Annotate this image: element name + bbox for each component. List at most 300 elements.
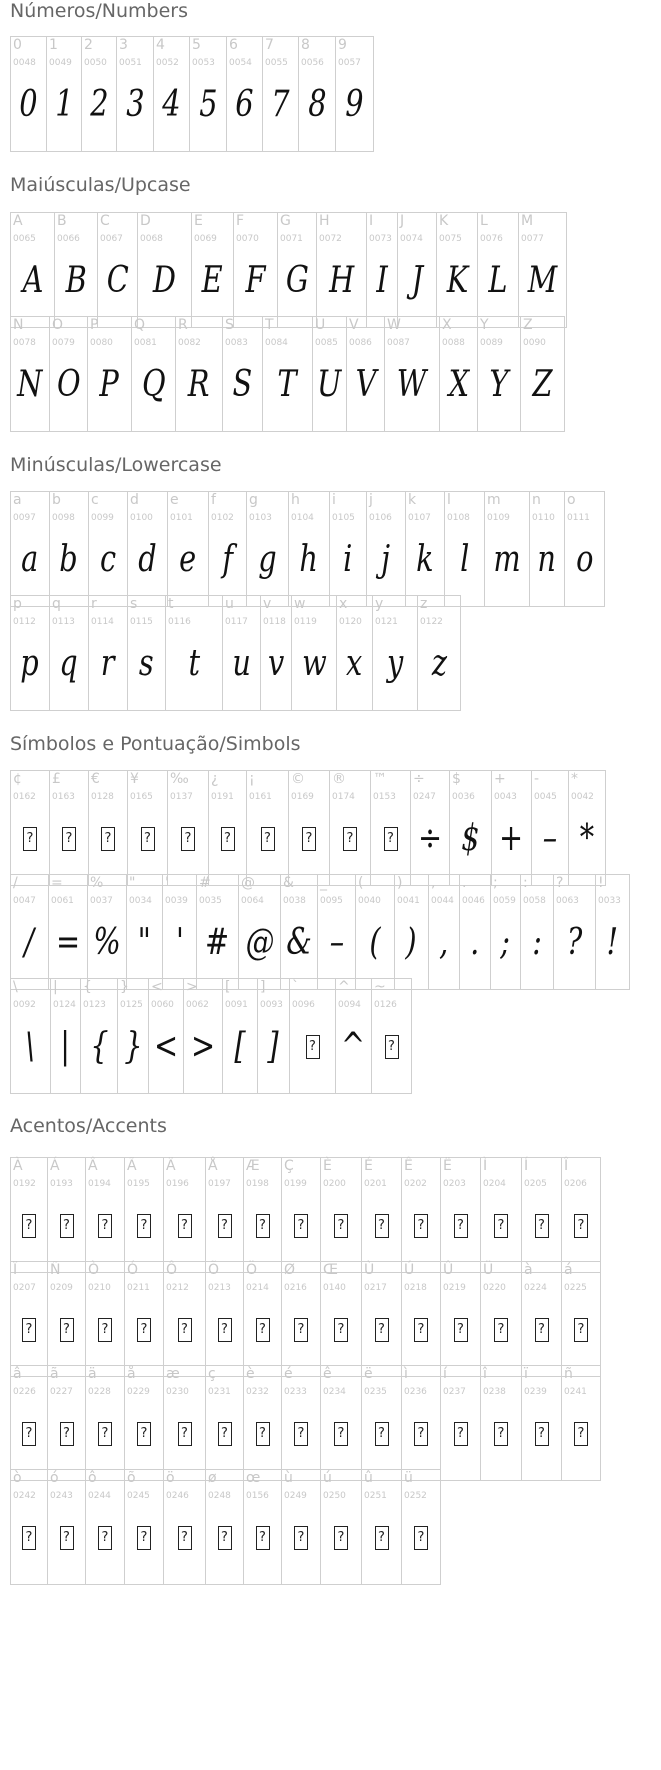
- character-code: 0096: [292, 1000, 315, 1010]
- glyph-preview: [209, 817, 246, 861]
- glyph-cell: [282, 1262, 321, 1377]
- glyph-cell: [481, 1262, 522, 1377]
- missing-glyph-box: [62, 827, 76, 851]
- glyph-sample: F: [245, 260, 266, 301]
- character-code: 0239: [524, 1387, 547, 1397]
- glyph-cell: [481, 1366, 522, 1481]
- glyph-preview: [89, 642, 127, 686]
- character-label: $: [452, 771, 461, 787]
- glyph-preview: [330, 817, 370, 861]
- glyph-preview: [164, 1412, 205, 1456]
- glyph-sample: (: [369, 922, 381, 963]
- character-label: Ç: [284, 1158, 294, 1174]
- character-code: 0117: [225, 617, 248, 627]
- missing-glyph-box: [22, 1422, 36, 1446]
- glyph-sample: y: [386, 643, 404, 684]
- missing-glyph-box: [256, 1318, 270, 1342]
- glyph-preview: [362, 1308, 401, 1352]
- character-code: 0062: [186, 1000, 209, 1010]
- character-code: 0226: [13, 1387, 36, 1397]
- glyph-sample: b: [59, 539, 79, 580]
- character-label: ¥: [130, 771, 139, 787]
- glyph-sample: w: [301, 643, 327, 684]
- missing-glyph-box: [375, 1526, 389, 1550]
- glyph-sample: l: [459, 539, 470, 580]
- character-code: 0111: [567, 513, 590, 523]
- missing-glyph-box: [574, 1422, 588, 1446]
- character-label: ™: [373, 771, 387, 787]
- glyph-cell: [48, 1262, 86, 1377]
- character-code: 0103: [249, 513, 272, 523]
- glyph-preview: [11, 1308, 47, 1352]
- glyph-cell: [362, 1262, 402, 1377]
- missing-glyph-box: [535, 1422, 549, 1446]
- glyph-cell: [11, 317, 50, 432]
- character-label: 6: [229, 37, 238, 53]
- character-label: û: [364, 1470, 373, 1486]
- character-code: 0205: [524, 1179, 547, 1189]
- character-label: æ: [166, 1366, 180, 1382]
- glyph-cell: [138, 213, 192, 328]
- glyph-cell: [321, 1366, 362, 1481]
- glyph-preview: [299, 83, 335, 127]
- character-label: Ñ: [50, 1262, 61, 1278]
- glyph-preview: [562, 1204, 600, 1248]
- glyph-cell: [154, 37, 190, 152]
- glyph-row: [10, 491, 605, 607]
- missing-glyph-box: [535, 1318, 549, 1342]
- glyph-cell: [86, 1262, 125, 1377]
- character-code: 0245: [127, 1491, 150, 1501]
- missing-glyph-box: [454, 1214, 468, 1238]
- character-label: t: [168, 596, 174, 612]
- glyph-cell: [330, 771, 371, 886]
- character-label: ì: [404, 1366, 408, 1382]
- character-label: P: [90, 317, 99, 333]
- glyph-preview: [481, 1204, 521, 1248]
- character-code: 0110: [532, 513, 555, 523]
- glyph-preview: [278, 259, 316, 303]
- character-code: 0048: [13, 58, 36, 68]
- glyph-sample: Q: [141, 364, 166, 405]
- glyph-preview: [318, 921, 355, 965]
- glyph-sample: O: [56, 364, 81, 405]
- glyph-cell: [49, 875, 88, 990]
- glyph-cell: [81, 979, 118, 1094]
- character-code: 0091: [225, 1000, 248, 1010]
- glyph-cell: [234, 213, 278, 328]
- glyph-preview: [184, 1025, 222, 1069]
- character-label: ¢: [13, 771, 22, 787]
- glyph-sample: h: [299, 539, 319, 580]
- glyph-sample: S: [232, 364, 253, 405]
- glyph-row: [10, 316, 565, 432]
- glyph-sample: P: [99, 364, 120, 405]
- glyph-sample: ;: [500, 922, 511, 963]
- glyph-sample: ?: [566, 922, 583, 963]
- character-code: 0232: [246, 1387, 269, 1397]
- glyph-sample: s: [139, 643, 154, 684]
- glyph-sample: {: [89, 1026, 109, 1067]
- glyph-cell: [11, 596, 50, 711]
- character-code: 0068: [140, 234, 163, 244]
- missing-glyph-box: [137, 1422, 151, 1446]
- character-code: 0051: [119, 58, 142, 68]
- glyph-cell: [11, 492, 50, 607]
- character-code: 0101: [170, 513, 193, 523]
- glyph-preview: [192, 259, 233, 303]
- glyph-cell: [445, 492, 485, 607]
- glyph-preview: [50, 538, 88, 582]
- missing-glyph-box: [137, 1526, 151, 1550]
- glyph-cell: [125, 1158, 164, 1273]
- glyph-preview: [98, 259, 137, 303]
- character-code: 0033: [598, 896, 621, 906]
- glyph-sample: J: [411, 260, 423, 301]
- glyph-preview: [321, 1308, 361, 1352]
- character-code: 0121: [375, 617, 398, 627]
- glyph-sample: #: [205, 922, 230, 963]
- character-label: 7: [265, 37, 274, 53]
- glyph-cell: [460, 875, 491, 990]
- glyph-cell: [206, 1366, 244, 1481]
- character-code: 0087: [387, 338, 410, 348]
- character-label: x: [339, 596, 348, 612]
- glyph-cell: [522, 1262, 562, 1377]
- glyph-preview: [50, 817, 88, 861]
- character-label: 3: [119, 37, 128, 53]
- glyph-sample: &: [286, 922, 312, 963]
- glyph-cell: [263, 317, 313, 432]
- glyph-cell: [98, 213, 138, 328]
- character-label: R: [178, 317, 188, 333]
- missing-glyph-box: [178, 1214, 192, 1238]
- character-label: +: [494, 771, 506, 787]
- character-label: N: [13, 317, 24, 333]
- glyph-sample: W: [397, 364, 427, 405]
- missing-glyph-box: [574, 1214, 588, 1238]
- glyph-preview: [11, 1204, 47, 1248]
- glyph-preview: [402, 1516, 440, 1560]
- missing-glyph-box: [60, 1422, 74, 1446]
- glyph-cell: [132, 317, 176, 432]
- character-label: Î: [564, 1158, 569, 1174]
- glyph-preview: [244, 1204, 281, 1248]
- glyph-sample: E: [201, 260, 224, 301]
- character-label: o: [567, 492, 576, 508]
- character-label: &: [283, 875, 294, 891]
- character-code: 0098: [52, 513, 75, 523]
- character-code: 0113: [52, 617, 75, 627]
- character-label: v: [263, 596, 272, 612]
- character-code: 0248: [208, 1491, 231, 1501]
- missing-glyph-box: [22, 1526, 36, 1550]
- character-code: 0122: [420, 617, 443, 627]
- glyph-preview: [125, 1204, 163, 1248]
- character-label: 1: [49, 37, 58, 53]
- glyph-sample: 8: [307, 84, 327, 125]
- glyph-cell: [206, 1262, 244, 1377]
- glyph-sample: <: [153, 1026, 179, 1067]
- character-label: Û: [443, 1262, 454, 1278]
- character-label: ¡: [249, 771, 255, 787]
- glyph-preview: [336, 1025, 371, 1069]
- character-label: S: [225, 317, 234, 333]
- character-label: Ä: [166, 1158, 176, 1174]
- character-label: D: [140, 213, 151, 229]
- glyph-preview: [281, 921, 317, 965]
- glyph-cell: [125, 1470, 164, 1585]
- glyph-sample: >: [190, 1026, 216, 1067]
- character-label: H: [319, 213, 330, 229]
- glyph-preview: [223, 363, 262, 407]
- glyph-cell: [521, 317, 565, 432]
- character-label: È: [323, 1158, 332, 1174]
- glyph-sample: 9: [345, 84, 364, 125]
- glyph-cell: [128, 771, 168, 886]
- glyph-preview: [337, 642, 372, 686]
- glyph-cell: [11, 1262, 48, 1377]
- glyph-cell: [440, 317, 478, 432]
- character-label: E: [194, 213, 203, 229]
- character-code: 0061: [51, 896, 74, 906]
- glyph-preview: [176, 363, 222, 407]
- glyph-sample: 6: [235, 84, 254, 125]
- glyph-cell: [223, 317, 263, 432]
- glyph-preview: [460, 921, 490, 965]
- glyph-cell: [168, 771, 209, 886]
- glyph-preview: [554, 921, 595, 965]
- glyph-preview: [81, 1025, 117, 1069]
- glyph-sample: +: [499, 818, 524, 859]
- glyph-sample: =: [55, 922, 81, 963]
- glyph-cell: [478, 317, 521, 432]
- glyph-cell: [88, 875, 127, 990]
- glyph-cell: [48, 1366, 86, 1481]
- character-label: œ: [246, 1470, 261, 1486]
- glyph-cell: [86, 1158, 125, 1273]
- glyph-sample: n: [537, 539, 557, 580]
- character-code: 0112: [13, 617, 36, 627]
- character-code: 0059: [493, 896, 516, 906]
- character-label: õ: [127, 1470, 136, 1486]
- character-label: é: [284, 1366, 293, 1382]
- glyph-preview: [519, 259, 566, 303]
- glyph-sample: Y: [489, 364, 509, 405]
- glyph-cell: [450, 771, 492, 886]
- glyph-cell: [125, 1262, 164, 1377]
- glyph-preview: [362, 1516, 401, 1560]
- character-label: Â: [88, 1158, 98, 1174]
- glyph-cell: [565, 492, 605, 607]
- glyph-cell: [522, 1158, 562, 1273]
- glyph-cell: [244, 1470, 282, 1585]
- glyph-sample: z: [431, 643, 447, 684]
- glyph-cell: [50, 317, 88, 432]
- glyph-preview: [128, 538, 167, 582]
- character-code: 0153: [373, 792, 396, 802]
- glyph-sample: c: [99, 539, 117, 580]
- glyph-cell: [330, 492, 367, 607]
- glyph-preview: [321, 1516, 361, 1560]
- character-code: 0125: [120, 1000, 143, 1010]
- glyph-cell: [336, 37, 374, 152]
- glyph-cell: [89, 771, 128, 886]
- character-label: e: [170, 492, 179, 508]
- character-label: ø: [208, 1470, 217, 1486]
- glyph-preview: [445, 538, 484, 582]
- section-title: Números/Numbers: [10, 0, 188, 22]
- glyph-preview: [244, 1516, 281, 1560]
- character-code: 0211: [127, 1283, 150, 1293]
- glyph-cell: [48, 1470, 86, 1585]
- glyph-cell: [86, 1470, 125, 1585]
- character-label: ): [397, 875, 403, 891]
- missing-glyph-box: [334, 1526, 348, 1550]
- glyph-preview: [206, 1412, 243, 1456]
- character-code: 0200: [323, 1179, 346, 1189]
- missing-glyph-box: [218, 1422, 232, 1446]
- glyph-row: [10, 874, 630, 990]
- character-code: 0060: [151, 1000, 174, 1010]
- missing-glyph-box: [23, 827, 37, 851]
- glyph-preview: [168, 538, 208, 582]
- glyph-sample: L: [488, 260, 508, 301]
- glyph-sample: k: [416, 539, 434, 580]
- character-label: :: [523, 875, 528, 891]
- character-label: Ø: [284, 1262, 296, 1278]
- character-label: ®: [332, 771, 346, 787]
- glyph-preview: [234, 259, 277, 303]
- character-label: r: [91, 596, 97, 612]
- character-label: C: [100, 213, 110, 229]
- character-code: 0102: [211, 513, 234, 523]
- character-code: 0047: [13, 896, 36, 906]
- glyph-sample: e: [179, 539, 197, 580]
- character-label: b: [52, 492, 61, 508]
- glyph-preview: [450, 817, 491, 861]
- character-label: Ï: [13, 1262, 18, 1278]
- glyph-preview: [263, 83, 298, 127]
- glyph-cell: [227, 37, 263, 152]
- glyph-preview: [367, 259, 397, 303]
- character-label: ò: [13, 1470, 22, 1486]
- character-code: 0093: [260, 1000, 283, 1010]
- character-code: 0229: [127, 1387, 150, 1397]
- glyph-sample: ': [175, 922, 184, 963]
- character-code: 0123: [83, 1000, 106, 1010]
- glyph-preview: [11, 642, 49, 686]
- character-code: 0056: [301, 58, 324, 68]
- character-code: 0193: [50, 1179, 73, 1189]
- character-code: 0079: [52, 338, 75, 348]
- glyph-preview: [166, 642, 222, 686]
- character-label: O: [52, 317, 64, 333]
- glyph-cell: [244, 1158, 282, 1273]
- missing-glyph-box: [256, 1422, 270, 1446]
- character-label: è: [246, 1366, 255, 1382]
- character-code: 0137: [170, 792, 193, 802]
- glyph-cell: [418, 596, 461, 711]
- character-code: 0042: [571, 792, 594, 802]
- glyph-cell: [530, 492, 565, 607]
- character-label: â: [13, 1366, 22, 1382]
- character-label: ¿: [211, 771, 219, 787]
- glyph-cell: [50, 492, 89, 607]
- glyph-sample: N: [17, 364, 43, 405]
- glyph-sample: t: [188, 643, 200, 684]
- glyph-cell: [562, 1366, 601, 1481]
- missing-glyph-box: [454, 1318, 468, 1342]
- glyph-sample: [: [234, 1026, 246, 1067]
- glyph-preview: [125, 1516, 163, 1560]
- character-code: 0105: [332, 513, 355, 523]
- glyph-cell: [362, 1470, 402, 1585]
- character-code: 0044: [431, 896, 454, 906]
- glyph-preview: [239, 921, 280, 965]
- character-label: ó: [50, 1470, 59, 1486]
- character-label: ÷: [413, 771, 425, 787]
- glyph-cell: [491, 875, 521, 990]
- glyph-cell: [562, 1158, 601, 1273]
- character-code: 0214: [246, 1283, 269, 1293]
- glyph-sample: g: [258, 539, 277, 580]
- character-label: Ë: [443, 1158, 452, 1174]
- character-code: 0086: [349, 338, 372, 348]
- character-label: ä: [88, 1366, 97, 1382]
- character-label: a: [13, 492, 22, 508]
- glyph-preview: [50, 642, 88, 686]
- glyph-preview: [321, 1412, 361, 1456]
- glyph-sample: –: [329, 922, 344, 963]
- character-label: L: [480, 213, 488, 229]
- character-code: 0116: [168, 617, 191, 627]
- glyph-cell: [223, 979, 258, 1094]
- character-code: 0250: [323, 1491, 346, 1501]
- glyph-cell: [282, 1470, 321, 1585]
- glyph-row: [10, 1261, 601, 1377]
- glyph-cell: [521, 875, 554, 990]
- glyph-preview: [565, 538, 604, 582]
- glyph-preview: [481, 1308, 521, 1352]
- glyph-sample: v: [267, 643, 285, 684]
- glyph-preview: [336, 83, 373, 127]
- character-label: É: [364, 1158, 373, 1174]
- character-code: 0104: [291, 513, 314, 523]
- character-code: 0070: [236, 234, 259, 244]
- glyph-row: [10, 770, 606, 886]
- character-code: 0246: [166, 1491, 189, 1501]
- character-label: s: [130, 596, 138, 612]
- glyph-sample: x: [346, 643, 363, 684]
- glyph-sample: 7: [271, 84, 290, 125]
- character-code: 0244: [88, 1491, 111, 1501]
- glyph-preview: [371, 817, 410, 861]
- character-label: ê: [323, 1366, 332, 1382]
- missing-glyph-box: [334, 1318, 348, 1342]
- character-code: 0210: [88, 1283, 111, 1293]
- glyph-preview: [11, 538, 49, 582]
- glyph-preview: [125, 1308, 163, 1352]
- glyph-cell: [356, 875, 395, 990]
- character-label: |: [53, 979, 58, 995]
- missing-glyph-box: [454, 1422, 468, 1446]
- character-code: 0169: [291, 792, 314, 802]
- character-code: 0207: [13, 1283, 36, 1293]
- glyph-sample: !: [606, 922, 619, 963]
- character-code: 0040: [358, 896, 381, 906]
- glyph-sample: T: [277, 364, 298, 405]
